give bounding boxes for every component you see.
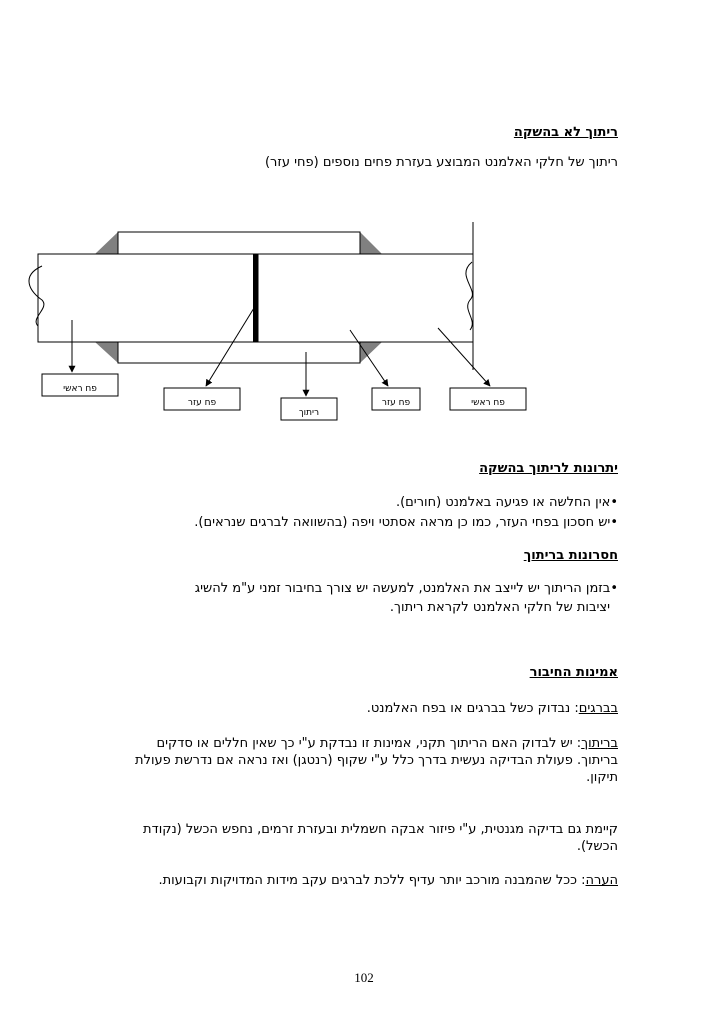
weld-paragraph-line1: בריתוך: יש לבדוק האם הריתוך תקני, אמינות זו נבדקת ע"י כך שאין חללים או סדקים <box>156 736 618 751</box>
disadvantage-item-line2: יציבות של חלקי האלמנט לקראת ריתוך. <box>389 600 610 615</box>
page-number: 102 <box>354 970 374 985</box>
label-main-plate-left: פח ראשי <box>63 384 97 394</box>
disadvantage-item-line1: • בזמן הריתוך יש לייצב את האלמנט, למעשה יש צורך בחיבור זמני ע"מ להשיג <box>195 580 618 598</box>
magnetic-test-line2: הכשל). <box>576 839 618 854</box>
disadvantages-title: חסרונות בריתוך <box>523 548 618 563</box>
weld-fillet-bottom-left <box>95 342 118 363</box>
bolts-label: בברגים <box>578 701 618 716</box>
bolts-paragraph: בברגים: נבדוק כשל בברגים או בפח האלמנט. <box>366 701 618 716</box>
weld-label: בריתוך <box>581 736 618 751</box>
cover-plate-bottom <box>118 342 360 363</box>
section-subtitle: ריתוך של חלקי האלמנט המבוצע בעזרת פחים נוספים (פחי עזר) <box>264 155 618 170</box>
weld-fillet-bottom-right <box>360 342 382 363</box>
butt-weld-gap <box>253 254 258 342</box>
note-label: הערה <box>585 873 618 888</box>
weld-fillet-top-left <box>95 232 118 254</box>
cover-plate-top <box>118 232 360 254</box>
weld-joint-diagram <box>0 0 728 430</box>
label-main-plate-right: פח ראשי <box>471 398 505 408</box>
section-title-non-butt-weld: ריתוך לא בהשקה <box>513 125 618 140</box>
label-weld: ריתוך <box>298 408 320 418</box>
weld-paragraph-line2: בריתוך. פעולת הבדיקה נעשית בדרך כלל ע"י שקוף (רנטגן) ואז נראה אם נדרשת פעולת <box>135 753 618 768</box>
reliability-title: אמינות החיבור <box>529 665 618 680</box>
advantage-item-1: • אין החלשה או פגיעה באלמנט (חורים). <box>396 494 618 512</box>
label-cover-plate-left: פח עזר <box>187 398 217 408</box>
main-plate-left <box>38 254 254 342</box>
advantages-title: יתרונות לריתוך בהשקה <box>479 461 618 476</box>
weld-paragraph-line3: תיקון. <box>586 770 618 785</box>
note-paragraph: הערה: ככל שהמבנה מורכב יותר עדיף ללכת לברגים עקב מידות המדויקות וקבועות. <box>158 873 618 888</box>
advantage-item-2: • יש חסכון בפחי העזר, כמו כן מראה אסתטי ויפה (בהשוואה לברגים שנראים). <box>194 514 618 532</box>
magnetic-test-line1: קיימת גם בדיקה מגנטית, ע"י פיזור אבקה חשמלית ובעזרת זרמים, נחפש הכשל (נקודת <box>143 822 618 837</box>
weld-fillet-top-right <box>360 232 382 254</box>
label-cover-plate-right: פח עזר <box>381 398 411 408</box>
main-plate-right <box>258 254 473 342</box>
